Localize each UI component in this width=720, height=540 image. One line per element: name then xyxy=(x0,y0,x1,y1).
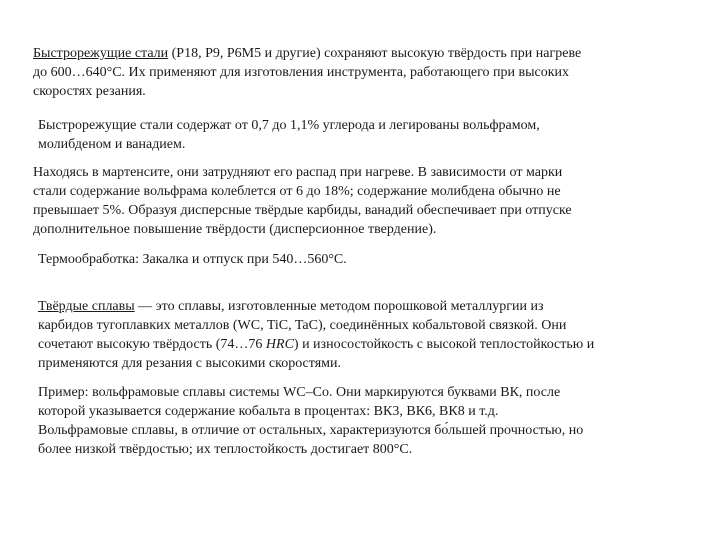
paragraph-hard-alloys xyxy=(38,297,594,373)
text-line: Находясь в мартенсите, они затрудняют его распад при нагреве. В зависимости от марки xyxy=(33,165,563,180)
text-line: более низкой твёрдостью; их теплостойкость достигает 800°С. xyxy=(38,442,413,457)
hrc-unit: HRC xyxy=(265,337,294,352)
paragraph-example xyxy=(38,383,583,459)
text-line: молибденом и ванадием. xyxy=(38,137,186,152)
paragraph-composition xyxy=(38,116,540,154)
text-line: применяются для резания с высокими скоростями. xyxy=(38,356,341,371)
text-line: стали содержание вольфрама колеблется от 6 до 18%; содержание молибдена обычно не xyxy=(33,184,561,199)
text-line: Вольфрамовые сплавы, в отличие от остальных, характеризуются бо́льшей прочностью, но xyxy=(38,423,584,438)
text-span: сочетают высокую твёрдость (74…76 xyxy=(38,337,266,352)
text-line xyxy=(33,44,581,63)
paragraph-high-speed-steels xyxy=(33,44,581,101)
text-line: которой указывается содержание кобальта в процентах: ВК3, ВК6, ВК8 и т.д. xyxy=(38,404,499,419)
text-line: до 600…640°С. Их применяют для изготовления инструмента, работающего при высоких xyxy=(33,65,570,80)
text-span: (Р18, Р9, Р6М5 и другие) сохраняют высокую твёрдость при нагреве xyxy=(168,46,582,61)
term-hard-alloys: Твёрдые сплавы xyxy=(38,299,135,314)
text-span: ) и износостойкость с высокой теплостойкостью и xyxy=(293,337,595,352)
text-line: дополнительное повышение твёрдости (дисперсионное твердение). xyxy=(33,222,437,237)
text-line xyxy=(38,297,594,316)
paragraph-martensite xyxy=(33,163,572,239)
term-high-speed-steels: Быстрорежущие стали xyxy=(33,46,169,61)
text-line: Термообработка: Закалка и отпуск при 540…560°С. xyxy=(38,252,347,267)
text-line: Пример: вольфрамовые сплавы системы WC–Co. Они маркируются буквами ВК, после xyxy=(38,385,561,400)
paragraph-heat-treatment xyxy=(38,250,347,269)
text-line: карбидов тугоплавких металлов (WC, TiC, TaC), соединённых кобальтовой связкой. Они xyxy=(38,318,567,333)
text-line: Быстрорежущие стали содержат от 0,7 до 1,1% углерода и легированы вольфрамом, xyxy=(38,118,540,133)
text-line: скоростях резания. xyxy=(33,84,146,99)
text-line: превышает 5%. Образуя дисперсные твёрдые карбиды, ванадий обеспечивает при отпуске xyxy=(33,203,572,218)
text-line xyxy=(38,335,594,354)
text-span: — это сплавы, изготовленные методом порошковой металлургии из xyxy=(134,299,544,314)
